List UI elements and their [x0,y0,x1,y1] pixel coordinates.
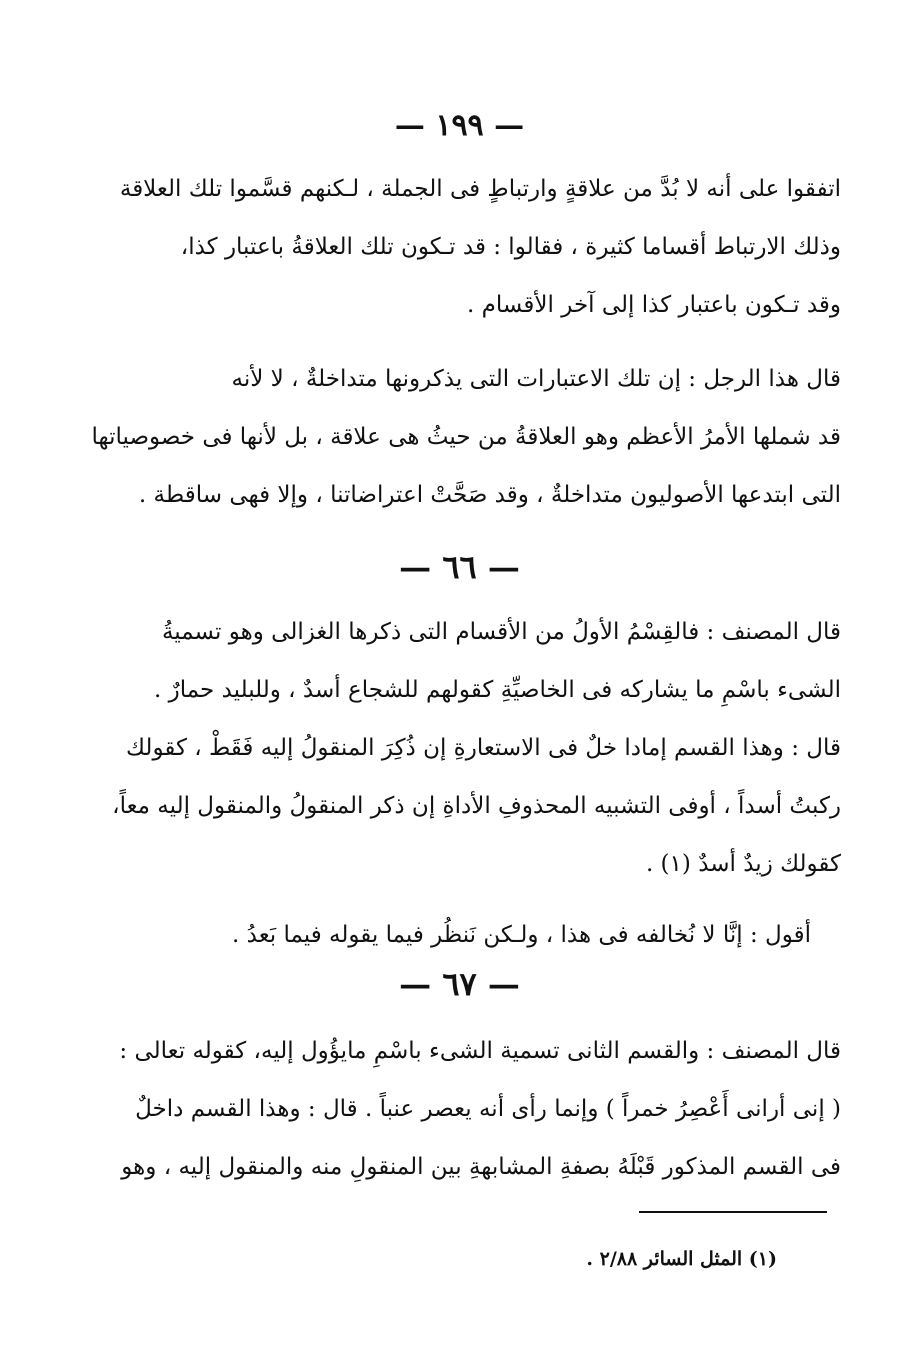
paragraph-2 [81,350,841,524]
page-number: — ١٩٩ — [394,108,525,143]
text-line: أقول : إنَّا لا نُخالفه فى هذا ، ولـكن نَنظُر فيما يقوله فيما بَعدُ . [232,922,811,948]
text-line: وذلك الارتباط أقساما كثيرة ، فقالوا : قد تـكون تلك العلاقةُ باعتبار كذا، [180,234,841,260]
paragraph-5 [81,1022,841,1196]
text-line: الشىء باسْمِ ما يشاركه فى الخاصيِّةِ كقولهم للشجاع أسدٌ ، وللبليد حمارٌ . [154,677,841,703]
text-line: ركبتُ أسداً ، أوفى التشبيه المحذوفِ الأداةِ إن ذكر المنقولُ والمنقول إليه معاً، [112,793,841,819]
paragraph-4 [81,906,841,964]
paragraph-3 [81,603,841,893]
text-line: ( إنى أرانى أَعْصِرُ خمراً ) وإنما رأى أنه يعصر عنباً . قال : وهذا القسم داخلٌ [135,1096,841,1122]
text-line: فى القسم المذكور قَبْلَهُ بصفةِ المشابهةِ بين المنقولِ منه والمنقول إليه ، وهو [121,1154,841,1180]
text-line: اتفقوا على أنه لا بُدَّ من علاقةٍ وارتباطٍ فى الجملة ، لـكنهم قسَّموا تلك العلاقة [119,176,841,202]
text-line: قال هذا الرجل : إن تلك الاعتبارات التى يذكرونها متداخلةٌ ، لا لأنه [231,366,841,392]
text-line: قد شملها الأمرُ الأعظم وهو العلاقةُ من حيثُ هى علاقة ، بل لأنها فى خصوصياتها [91,424,841,450]
text-line: وقد تـكون باعتبار كذا إلى آخر الأقسام . [467,292,841,318]
footnote-divider [639,1211,827,1213]
text-line: قال المصنف : فالقِسْمُ الأولُ من الأقسام التى ذكرها الغزالى وهو تسميةُ [161,619,841,645]
section-number-67: — ٦٧ — [399,965,520,1003]
footnote: (١) المثل السائر ٢/٨٨ . [586,1248,777,1270]
section-number-66: — ٦٦ — [399,548,520,586]
text-line: قال : وهذا القسم إمادا خلٌ فى الاستعارةِ إن ذُكِرَ المنقولُ إليه فَقَطْ ، كقولك [126,735,841,761]
paragraph-1 [81,160,841,334]
text-line: التى ابتدعها الأصوليون متداخلةٌ ، وقد صَحَّتْ اعتراضاتنا ، وإلا فهى ساقطة . [138,482,841,508]
text-line: قال المصنف : والقسم الثانى تسمية الشىء باسْمِ مايؤُول إليه، كقوله تعالى : [119,1038,841,1064]
text-line: كقولك زيدٌ أسدٌ (١) . [645,851,841,877]
